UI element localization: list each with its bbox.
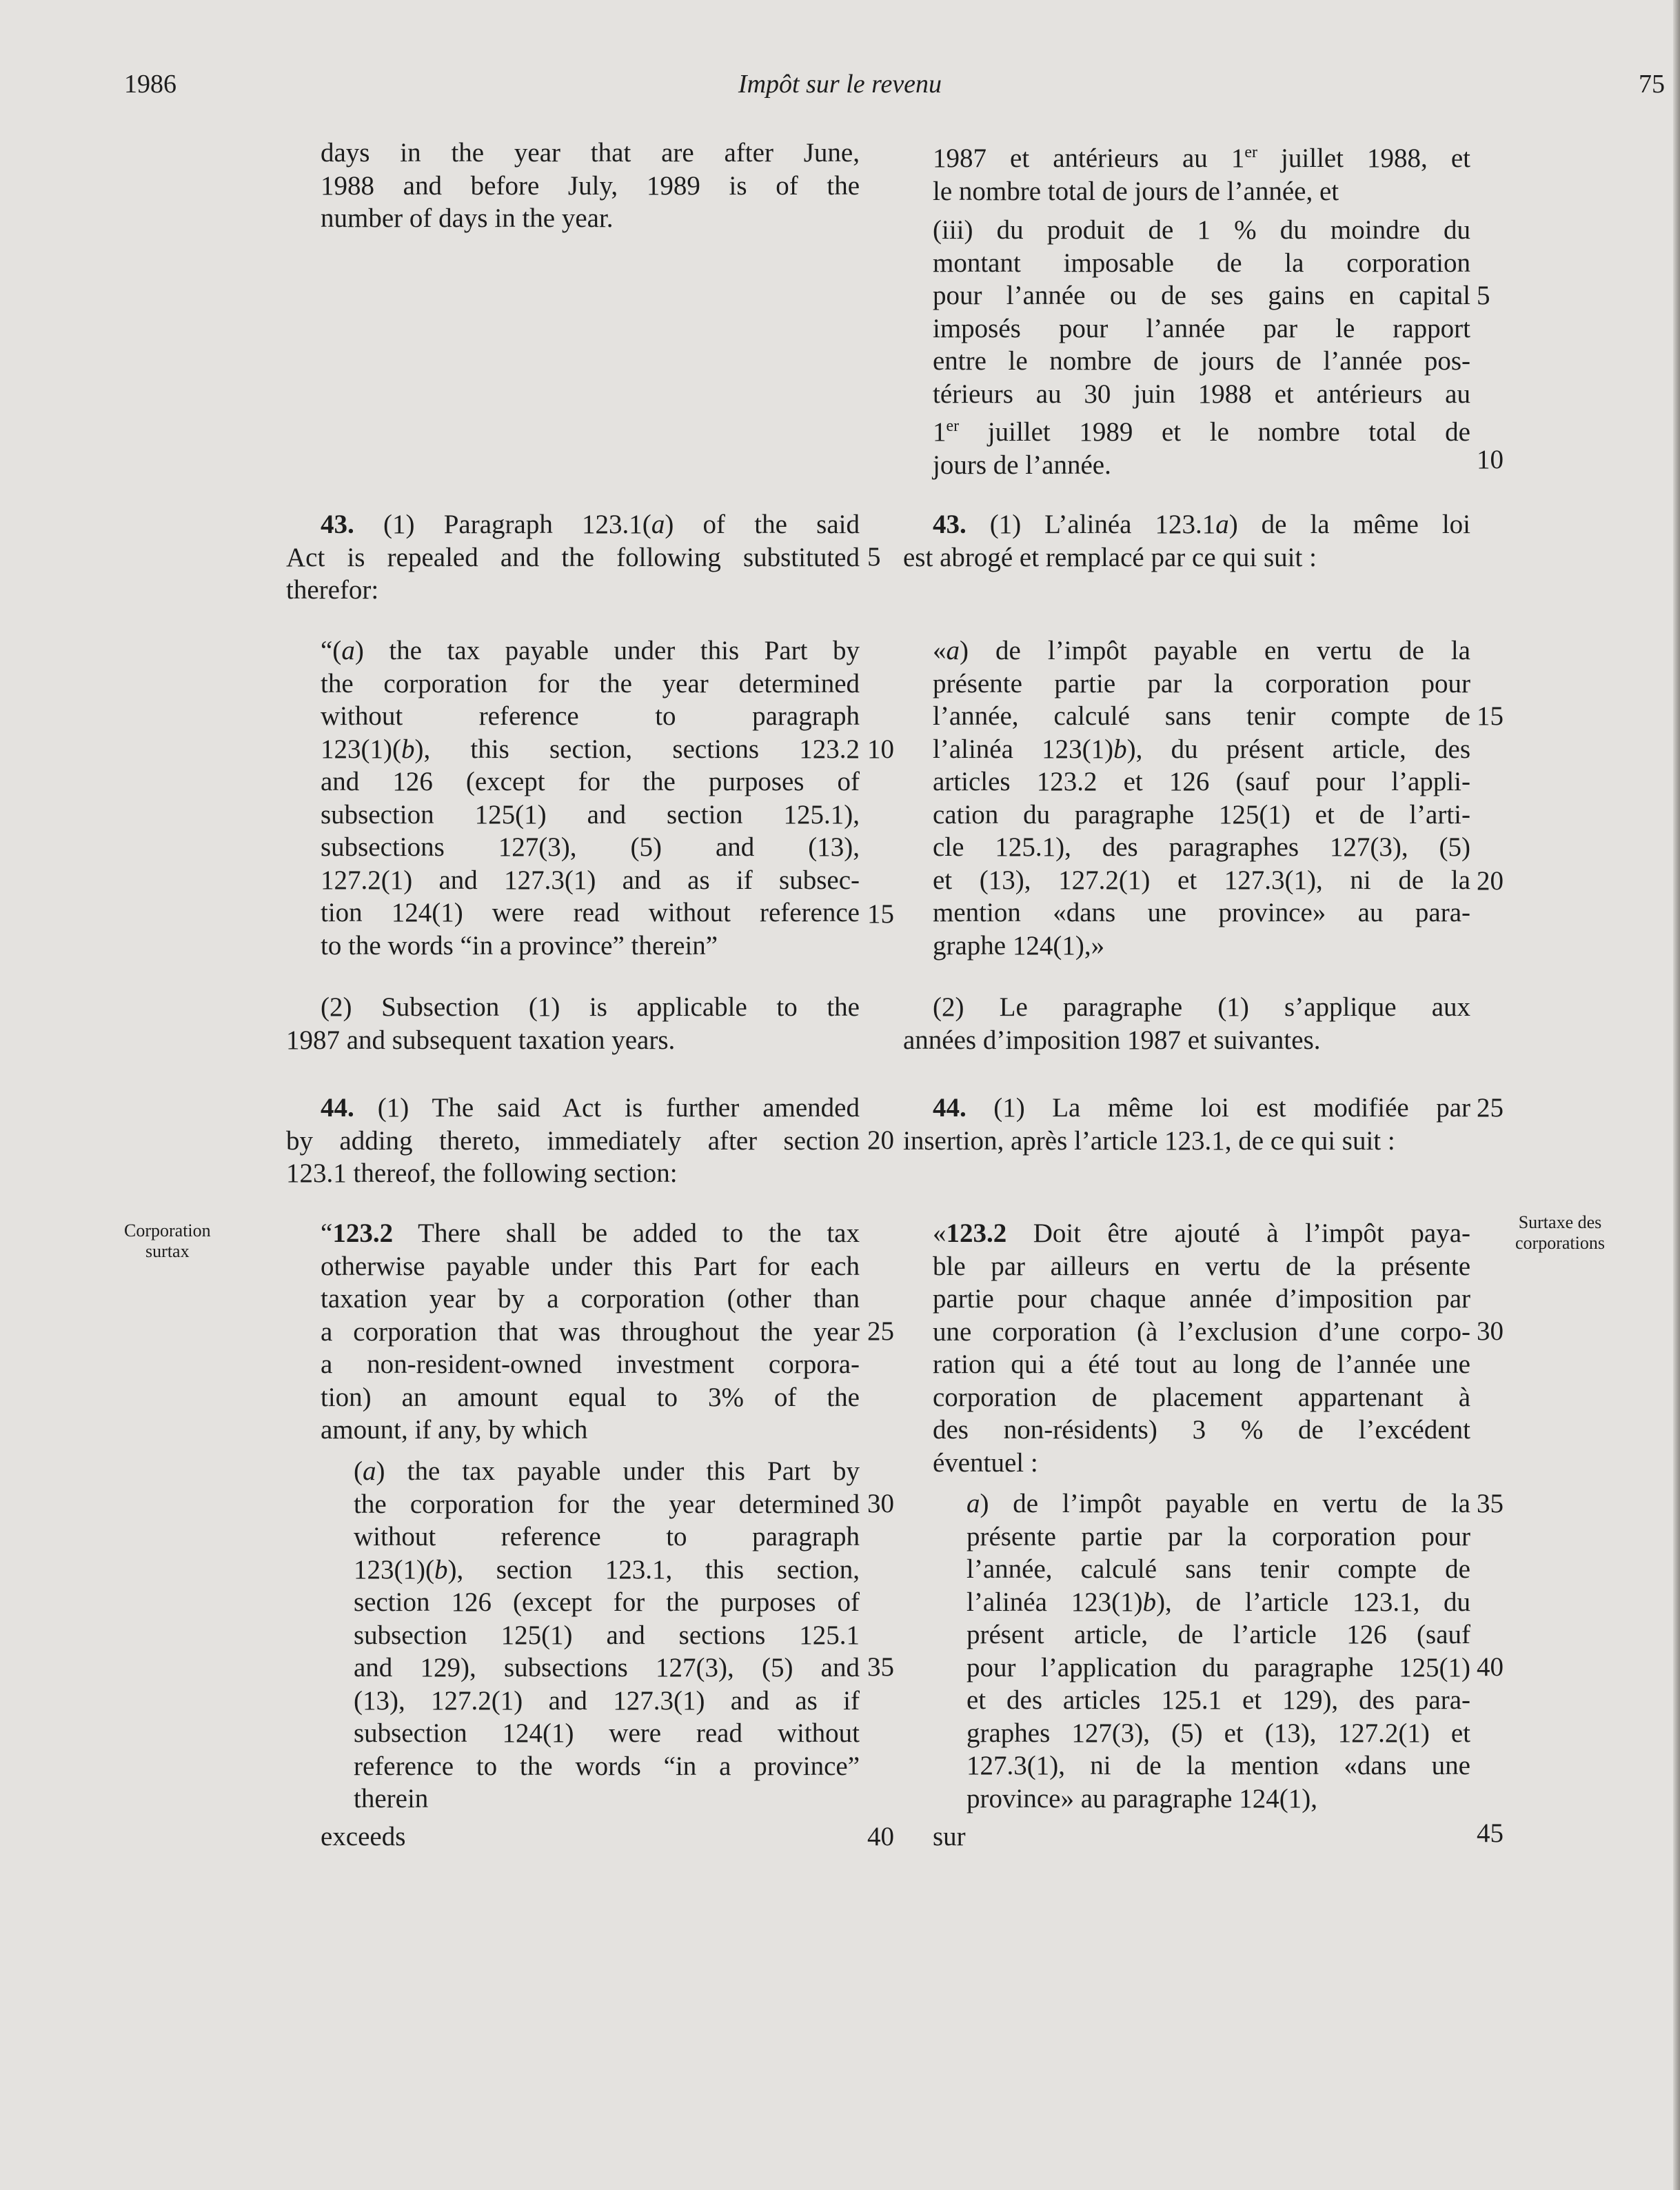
page-number: 75: [1639, 70, 1665, 99]
fr-section-44-item-a: a) de l’impôt payable en vertu de la présente partie par la corporation pour l’année, calculé sans tenir compte de l’alinéa 123(1)b), de l’article 123.1, du présent article, de l’article 126 (sauf pour l’application du paragraphe 125(1) et des articles 125.1 et 129), des para- graphes 127(3), (5) et (13), 127.2(1) et 127.3(1), ni de la mention «dans une province» au paragraphe 124(1),: [966, 1489, 1470, 1814]
header-year: 1986: [124, 70, 176, 99]
line-number: 10: [867, 734, 894, 764]
line-number: 25: [1477, 1093, 1504, 1123]
fr-section-43-para-2: (2) Le paragraphe (1) s’applique aux années d’imposition 1987 et suivantes.: [903, 992, 1470, 1055]
en-section-43-para-1: 43. (1) Paragraph 123.1(a) of the said Act is repealed and the following substituted therefor:: [286, 510, 860, 605]
line-number: 15: [867, 899, 894, 929]
en-section-43-quote: “(a) the tax payable under this Part by the corporation for the year determined without reference to paragraph 123(1)(b), this section, sections 123.2 and 126 (except for the purposes of subsection 125(1) and section 125.1), subsections 127(3), (5) and (13), 127.2(1) and 127.3(1) and as if subsec- tion 124(1) were read without reference to the words “in a province” therein”: [321, 636, 860, 961]
fr-margin-note: Surtaxe des corporations: [1515, 1212, 1605, 1253]
header-title: Impôt sur le revenu: [738, 70, 942, 99]
en-section-44-quote: “123.2 There shall be added to the tax otherwise payable under this Part for each taxation year by a corporation (other than a corporation that was throughout the year a non-resident-owned investment corpora- tion) an amount equal to 3% of the amount, if any, by which: [321, 1218, 860, 1445]
line-number: 35: [1477, 1489, 1504, 1518]
line-number: 15: [1477, 701, 1504, 731]
line-number: 40: [1477, 1652, 1504, 1682]
en-section-43-para-2: (2) Subsection (1) is applicable to the 1987 and subsequent taxation years.: [286, 992, 860, 1055]
line-number: 35: [867, 1652, 894, 1682]
line-number: 10: [1477, 445, 1504, 474]
line-number: 30: [867, 1489, 894, 1518]
fr-section-43-quote: «a) de l’impôt payable en vertu de la présente partie par la corporation pour l’année, calculé sans tenir compte de l’alinéa 123(1)b), du présent article, des articles 123.2 et 126 (sauf pour l’appli- cation du paragraphe 125(1) et de l’arti- cle 125.1), des paragraphes 127(3), (5) et (13), 127.2(1) et 127.3(1), ni de la mention «dans une province» au para- graphe 124(1),»: [933, 636, 1470, 961]
line-number: 40: [867, 1822, 894, 1851]
en-section-44-item-a: (a) the tax payable under this Part by the corporation for the year determined without reference to paragraph 123(1)(b), section 123.1, this section, section 126 (except for the purposes of subsection 125(1) and sections 125.1 and 129), subsections 127(3), (5) and (13), 127.2(1) and 127.3(1) and as if subsection 124(1) were read without reference to the words “in a province” therein: [354, 1456, 860, 1814]
fr-sur: sur: [933, 1822, 966, 1851]
fr-section-44-quote: «123.2 Doit être ajouté à l’impôt paya- ble par ailleurs en vertu de la présente partie pour chaque année d’imposition par une corporation (à l’exclusion d’une corpo- ration qui a été tout au long de l’année une corporation de placement appartenant à des non-résidents) 3 % de l’excédent éventuel :: [933, 1218, 1470, 1478]
en-margin-note: Corporation surtax: [124, 1220, 211, 1261]
fr-intro: 1987 et antérieurs au 1er juillet 1988, et le nombre total de jours de l’année, et: [933, 143, 1470, 206]
en-section-44-para-1: 44. (1) The said Act is further amended by adding thereto, immediately after section 123.1 thereof, the following section:: [286, 1093, 860, 1188]
line-number: 45: [1477, 1818, 1504, 1848]
page-edge: [1673, 0, 1680, 2190]
line-number: 20: [1477, 866, 1504, 896]
fr-section-43-para-1: 43. (1) L’alinéa 123.1a) de la même loi est abrogé et remplacé par ce qui suit :: [903, 510, 1470, 572]
fr-section-44-para-1: 44. (1) La même loi est modifiée par insertion, après l’article 123.1, de ce qui suit :: [903, 1093, 1470, 1156]
line-number: 30: [1477, 1316, 1504, 1346]
line-number: 25: [867, 1316, 894, 1346]
line-number: 5: [867, 542, 881, 572]
fr-item-iii: (iii) du produit de 1 % du moindre du montant imposable de la corporation pour l’année ou de ses gains en capital imposés pour l’année par le rapport entre le nombre de jours de l’année pos- térieurs au 30 juin 1988 et antérieurs au 1er juillet 1989 et le nombre total de jours de l’année.: [933, 215, 1470, 480]
en-intro: days in the year that are after June, 1988 and before July, 1989 is of the number of days in the year.: [321, 138, 860, 233]
en-exceeds: exceeds: [321, 1822, 406, 1851]
line-number: 5: [1477, 281, 1490, 310]
line-number: 20: [867, 1125, 894, 1155]
